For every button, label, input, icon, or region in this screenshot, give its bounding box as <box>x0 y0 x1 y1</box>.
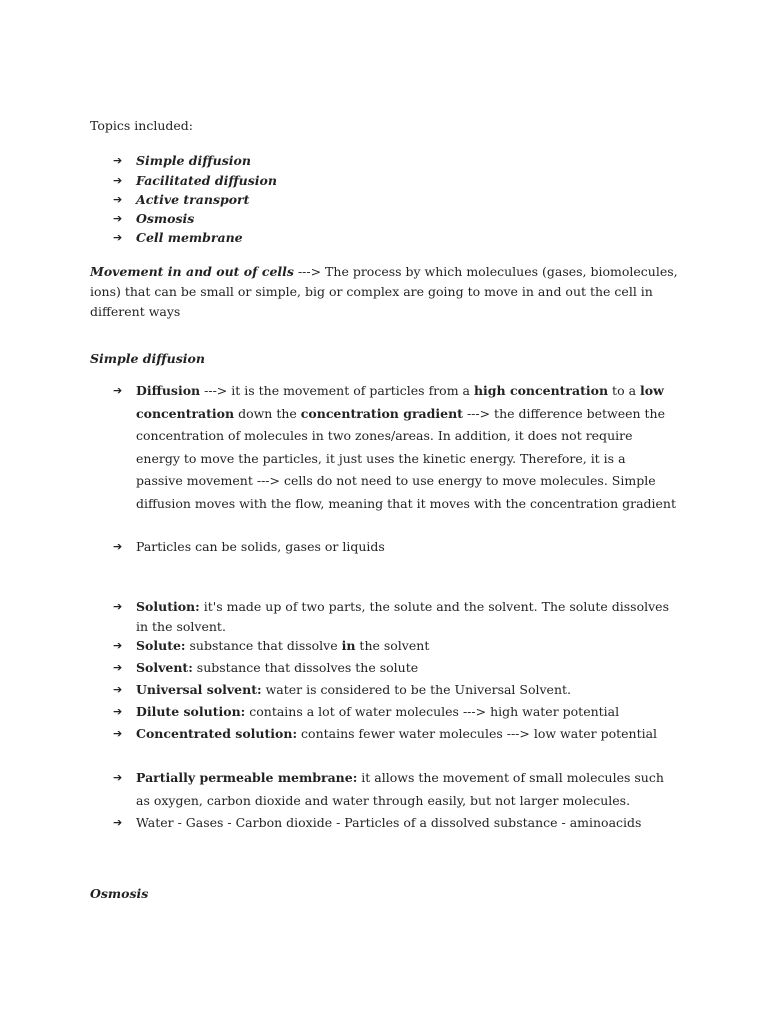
topic-label: Cell membrane <box>136 230 243 245</box>
solution-definition: Solution: it's made up of two parts, the solute and the solvent. The solute dissolves in the solvent. <box>136 599 669 634</box>
arrow-icon: ➔ <box>113 816 123 829</box>
osmosis-heading: Osmosis <box>90 886 149 901</box>
particles-text: Particles can be solids, gases or liquids <box>136 539 385 554</box>
water-list-text: Water - Gases - Carbon dioxide - Particles of a dissolved substance - aminoacids <box>136 815 642 830</box>
arrow-icon: ➔ <box>113 540 123 553</box>
movement-term: Movement in and out of cells <box>90 264 294 279</box>
arrow-icon: ➔ <box>113 705 123 718</box>
arrow-icon: ➔ <box>113 639 123 652</box>
arrow-icon: ➔ <box>113 661 123 674</box>
arrow-icon: ➔ <box>113 193 123 206</box>
membrane-definition: Partially permeable membrane: it allows the movement of small molecules such as oxygen, carbon dioxide and water through easily, but not larger molecules. <box>136 770 664 808</box>
topic-label: Simple diffusion <box>136 153 251 168</box>
arrow-icon: ➔ <box>113 174 123 187</box>
arrow-icon: ➔ <box>113 600 123 613</box>
solvent-definition: Solvent: substance that dissolves the solute <box>136 660 419 675</box>
topic-label: Active transport <box>136 192 250 207</box>
arrow-icon: ➔ <box>113 212 123 225</box>
diffusion-definition: Diffusion ---> it is the movement of particles from a high concentration to a low concentration down the concentration gradient ---> the difference between the concentration of molecules in two zones/areas. In addition, it does not require energy to move the particles, it just uses the kinetic energy. Therefore, it is a passive movement ---> cells do not need to use energy to move molecules. Simple diffusion moves with the flow, meaning that it moves with the concentration gradient <box>136 383 676 511</box>
arrow-icon: ➔ <box>113 384 123 397</box>
arrow-icon: ➔ <box>113 154 123 167</box>
topic-label: Facilitated diffusion <box>136 173 277 188</box>
universal-solvent-definition: Universal solvent: water is considered to be the Universal Solvent. <box>136 682 571 697</box>
arrow-icon: ➔ <box>113 683 123 696</box>
topic-label: Osmosis <box>136 211 195 226</box>
concentrated-solution-definition: Concentrated solution: contains fewer water molecules ---> low water potential <box>136 726 658 741</box>
arrow-icon: ➔ <box>113 771 123 784</box>
movement-text: ---> The process by which moleculues (gases, biomolecules, ions) that can be small or simple, big or complex are going to move in and out the cell in different ways <box>90 264 678 319</box>
topics-heading: Topics included: <box>90 118 193 133</box>
simple-diffusion-heading: Simple diffusion <box>90 351 205 366</box>
arrow-icon: ➔ <box>113 231 123 244</box>
dilute-solution-definition: Dilute solution: contains a lot of water molecules ---> high water potential <box>136 704 620 719</box>
solute-definition: Solute: substance that dissolve in the solvent <box>136 638 430 653</box>
arrow-icon: ➔ <box>113 727 123 740</box>
movement-paragraph <box>90 262 680 322</box>
